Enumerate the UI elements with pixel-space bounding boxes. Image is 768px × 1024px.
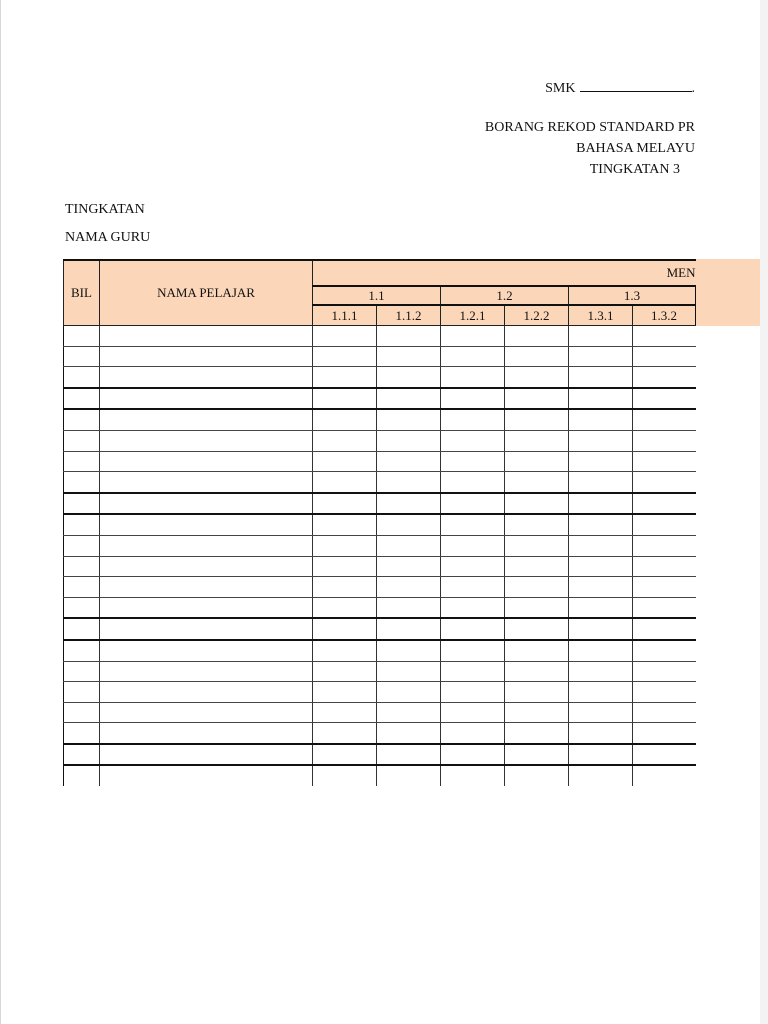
- cell-score[interactable]: [377, 661, 441, 682]
- table-row: [64, 514, 696, 535]
- cell-name[interactable]: [100, 765, 313, 786]
- cell-bil[interactable]: [64, 597, 100, 618]
- school-blank-line: [580, 80, 692, 92]
- cell-score[interactable]: [377, 723, 441, 744]
- record-table-wrap: [63, 259, 696, 786]
- cell-score[interactable]: [377, 367, 441, 388]
- cell-score[interactable]: [569, 451, 633, 472]
- cell-name[interactable]: [100, 367, 313, 388]
- cell-score[interactable]: [505, 472, 569, 493]
- cell-score[interactable]: [505, 326, 569, 347]
- cell-score[interactable]: [377, 556, 441, 577]
- cell-name[interactable]: [100, 702, 313, 723]
- cell-score[interactable]: [377, 744, 441, 766]
- cell-name[interactable]: [100, 597, 313, 618]
- cell-score[interactable]: [633, 640, 696, 661]
- table-row: [64, 618, 696, 640]
- cell-score[interactable]: [633, 493, 696, 515]
- cell-score[interactable]: [377, 640, 441, 661]
- cell-score[interactable]: [441, 367, 505, 388]
- cell-score[interactable]: [505, 346, 569, 367]
- cell-score[interactable]: [633, 577, 696, 598]
- cell-score[interactable]: [313, 346, 377, 367]
- cell-score[interactable]: [569, 514, 633, 535]
- cell-score[interactable]: [569, 326, 633, 347]
- cell-name[interactable]: [100, 409, 313, 430]
- cell-score[interactable]: [441, 640, 505, 661]
- cell-score[interactable]: [313, 430, 377, 451]
- cell-score[interactable]: [377, 472, 441, 493]
- cell-score[interactable]: [313, 577, 377, 598]
- cell-score[interactable]: [505, 514, 569, 535]
- table-row: [64, 472, 696, 493]
- table-row: [64, 451, 696, 472]
- cell-score[interactable]: [505, 597, 569, 618]
- group-header-1-3: 1.3: [569, 286, 696, 305]
- cell-score[interactable]: [377, 451, 441, 472]
- cell-bil[interactable]: [64, 682, 100, 703]
- cell-score[interactable]: [441, 682, 505, 703]
- cell-score[interactable]: [569, 472, 633, 493]
- cell-score[interactable]: [441, 577, 505, 598]
- cell-name[interactable]: [100, 723, 313, 744]
- cell-score[interactable]: [569, 346, 633, 367]
- cell-score[interactable]: [569, 702, 633, 723]
- cell-score[interactable]: [377, 597, 441, 618]
- cell-score[interactable]: [505, 535, 569, 556]
- cell-score[interactable]: [441, 723, 505, 744]
- cell-score[interactable]: [633, 661, 696, 682]
- table-row: [64, 326, 696, 347]
- subcol-header-1-2-1: 1.2.1: [441, 305, 505, 326]
- cell-score[interactable]: [441, 514, 505, 535]
- subcol-header-1-1-1: 1.1.1: [313, 305, 377, 326]
- school-label: SMK: [545, 81, 576, 96]
- subcol-header-1-2-2: 1.2.2: [505, 305, 569, 326]
- cell-score[interactable]: [441, 661, 505, 682]
- form-label: TINGKATAN: [65, 202, 145, 217]
- cell-bil[interactable]: [64, 493, 100, 515]
- cell-name[interactable]: [100, 472, 313, 493]
- cell-bil[interactable]: [64, 409, 100, 430]
- cell-score[interactable]: [377, 430, 441, 451]
- cell-score[interactable]: [633, 744, 696, 766]
- subject-title: BAHASA MELAYU: [576, 141, 695, 156]
- cell-score[interactable]: [313, 409, 377, 430]
- cell-score[interactable]: [569, 556, 633, 577]
- table-row: [64, 682, 696, 703]
- cell-score[interactable]: [313, 514, 377, 535]
- school-line: SMK .: [545, 81, 695, 96]
- table-row: [64, 597, 696, 618]
- cell-score[interactable]: [633, 618, 696, 640]
- cell-score[interactable]: [377, 577, 441, 598]
- cell-score[interactable]: [569, 535, 633, 556]
- cell-bil[interactable]: [64, 388, 100, 410]
- table-row: [64, 493, 696, 515]
- cell-name[interactable]: [100, 556, 313, 577]
- cell-score[interactable]: [313, 744, 377, 766]
- cell-score[interactable]: [313, 765, 377, 786]
- teacher-label: NAMA GURU: [65, 230, 151, 245]
- cell-score[interactable]: [377, 326, 441, 347]
- cell-bil[interactable]: [64, 577, 100, 598]
- cell-score[interactable]: [377, 493, 441, 515]
- cell-bil[interactable]: [64, 702, 100, 723]
- cell-bil[interactable]: [64, 535, 100, 556]
- cell-score[interactable]: [441, 493, 505, 515]
- cell-bil[interactable]: [64, 723, 100, 744]
- cell-score[interactable]: [313, 556, 377, 577]
- cell-bil[interactable]: [64, 661, 100, 682]
- cell-score[interactable]: [441, 326, 505, 347]
- header-fill-extension: [696, 259, 760, 326]
- cell-name[interactable]: [100, 682, 313, 703]
- cell-score[interactable]: [505, 556, 569, 577]
- cell-name[interactable]: [100, 326, 313, 347]
- cell-score[interactable]: [313, 661, 377, 682]
- cell-score[interactable]: [505, 723, 569, 744]
- document-title: BORANG REKOD STANDARD PR: [484, 120, 695, 135]
- table-row: [64, 640, 696, 661]
- cell-bil[interactable]: [64, 451, 100, 472]
- cell-score[interactable]: [313, 367, 377, 388]
- table-row: [64, 346, 696, 367]
- cell-score[interactable]: [569, 640, 633, 661]
- cell-score[interactable]: [377, 682, 441, 703]
- cell-score[interactable]: [441, 744, 505, 766]
- cell-name[interactable]: [100, 577, 313, 598]
- cell-score[interactable]: [377, 409, 441, 430]
- table-row: [64, 430, 696, 451]
- cell-score[interactable]: [313, 326, 377, 347]
- cell-score[interactable]: [505, 493, 569, 515]
- cell-name[interactable]: [100, 744, 313, 766]
- cell-name[interactable]: [100, 388, 313, 410]
- table-row: [64, 535, 696, 556]
- cell-score[interactable]: [313, 535, 377, 556]
- cell-score[interactable]: [569, 367, 633, 388]
- cell-score[interactable]: [633, 326, 696, 347]
- cell-name[interactable]: [100, 535, 313, 556]
- cell-score[interactable]: [377, 702, 441, 723]
- cell-score[interactable]: [569, 765, 633, 786]
- cell-score[interactable]: [441, 556, 505, 577]
- table-row: [64, 367, 696, 388]
- cell-score[interactable]: [633, 682, 696, 703]
- table-row: [64, 765, 696, 786]
- table-row: [64, 409, 696, 430]
- cell-bil[interactable]: [64, 744, 100, 766]
- cell-bil[interactable]: [64, 765, 100, 786]
- cell-score[interactable]: [633, 597, 696, 618]
- record-table: [63, 259, 696, 786]
- cell-score[interactable]: [569, 493, 633, 515]
- cell-score[interactable]: [377, 514, 441, 535]
- cell-score[interactable]: [569, 430, 633, 451]
- cell-score[interactable]: [441, 597, 505, 618]
- cell-score[interactable]: [633, 702, 696, 723]
- cell-score[interactable]: [633, 346, 696, 367]
- page-edge-left: [0, 0, 1, 1024]
- record-table-body: [64, 326, 696, 787]
- cell-name[interactable]: [100, 346, 313, 367]
- cell-score[interactable]: [505, 388, 569, 410]
- cell-score[interactable]: [441, 765, 505, 786]
- cell-score[interactable]: [505, 577, 569, 598]
- cell-score[interactable]: [441, 430, 505, 451]
- cell-score[interactable]: [633, 535, 696, 556]
- cell-name[interactable]: [100, 493, 313, 515]
- cell-bil[interactable]: [64, 640, 100, 661]
- group-header-men: MEN: [313, 260, 696, 286]
- cell-bil[interactable]: [64, 514, 100, 535]
- cell-score[interactable]: [505, 702, 569, 723]
- col-header-name: NAMA PELAJAR: [100, 260, 313, 326]
- cell-score[interactable]: [633, 451, 696, 472]
- cell-score[interactable]: [313, 472, 377, 493]
- col-header-bil: BIL: [64, 260, 100, 326]
- group-header-1-1: 1.1: [313, 286, 441, 305]
- cell-bil[interactable]: [64, 556, 100, 577]
- form-level-title: TINGKATAN 3: [589, 162, 680, 177]
- table-row: [64, 723, 696, 744]
- cell-name[interactable]: [100, 661, 313, 682]
- cell-name[interactable]: [100, 640, 313, 661]
- cell-score[interactable]: [441, 535, 505, 556]
- cell-score[interactable]: [441, 388, 505, 410]
- cell-score[interactable]: [569, 661, 633, 682]
- cell-score[interactable]: [505, 640, 569, 661]
- cell-score[interactable]: [441, 618, 505, 640]
- cell-score[interactable]: [505, 661, 569, 682]
- group-header-1-2: 1.2: [441, 286, 569, 305]
- cell-score[interactable]: [377, 765, 441, 786]
- cell-score[interactable]: [377, 388, 441, 410]
- cell-score[interactable]: [569, 744, 633, 766]
- cell-score[interactable]: [633, 723, 696, 744]
- cell-score[interactable]: [377, 346, 441, 367]
- cell-name[interactable]: [100, 451, 313, 472]
- cell-score[interactable]: [441, 451, 505, 472]
- cell-score[interactable]: [633, 367, 696, 388]
- cell-score[interactable]: [441, 409, 505, 430]
- cell-score[interactable]: [441, 472, 505, 493]
- table-row: [64, 388, 696, 410]
- cell-score[interactable]: [441, 702, 505, 723]
- cell-score[interactable]: [377, 535, 441, 556]
- cell-bil[interactable]: [64, 346, 100, 367]
- cell-score[interactable]: [569, 409, 633, 430]
- cell-name[interactable]: [100, 514, 313, 535]
- cell-score[interactable]: [505, 430, 569, 451]
- subcol-header-1-3-1: 1.3.1: [569, 305, 633, 326]
- cell-score[interactable]: [505, 765, 569, 786]
- cell-score[interactable]: [313, 493, 377, 515]
- cell-score[interactable]: [633, 409, 696, 430]
- cell-score[interactable]: [633, 765, 696, 786]
- cell-score[interactable]: [505, 409, 569, 430]
- cell-score[interactable]: [313, 618, 377, 640]
- cell-score[interactable]: [441, 346, 505, 367]
- cell-score[interactable]: [569, 577, 633, 598]
- cell-bil[interactable]: [64, 472, 100, 493]
- table-row: [64, 661, 696, 682]
- cell-name[interactable]: [100, 618, 313, 640]
- cell-score[interactable]: [633, 430, 696, 451]
- cell-score[interactable]: [313, 451, 377, 472]
- cell-bil[interactable]: [64, 326, 100, 347]
- cell-score[interactable]: [569, 682, 633, 703]
- cell-score[interactable]: [505, 682, 569, 703]
- cell-bil[interactable]: [64, 618, 100, 640]
- cell-bil[interactable]: [64, 430, 100, 451]
- cell-score[interactable]: [313, 702, 377, 723]
- cell-score[interactable]: [505, 367, 569, 388]
- cell-score[interactable]: [569, 723, 633, 744]
- cell-score[interactable]: [313, 597, 377, 618]
- cell-name[interactable]: [100, 430, 313, 451]
- cell-score[interactable]: [313, 723, 377, 744]
- subcol-header-1-3-2: 1.3.2: [633, 305, 696, 326]
- table-row: [64, 744, 696, 766]
- cell-score[interactable]: [313, 682, 377, 703]
- table-row: [64, 556, 696, 577]
- cell-score[interactable]: [505, 618, 569, 640]
- cell-score[interactable]: [633, 556, 696, 577]
- subcol-header-1-1-2: 1.1.2: [377, 305, 441, 326]
- cell-score[interactable]: [633, 514, 696, 535]
- cell-score[interactable]: [633, 388, 696, 410]
- table-row: [64, 702, 696, 723]
- cell-score[interactable]: [569, 388, 633, 410]
- table-row: [64, 577, 696, 598]
- cell-score[interactable]: [313, 388, 377, 410]
- cell-score[interactable]: [313, 640, 377, 661]
- cell-score[interactable]: [569, 618, 633, 640]
- cell-score[interactable]: [633, 472, 696, 493]
- cell-score[interactable]: [569, 597, 633, 618]
- cell-score[interactable]: [505, 451, 569, 472]
- page-edge-right: [760, 0, 768, 1024]
- cell-bil[interactable]: [64, 367, 100, 388]
- cell-score[interactable]: [377, 618, 441, 640]
- cell-score[interactable]: [505, 744, 569, 766]
